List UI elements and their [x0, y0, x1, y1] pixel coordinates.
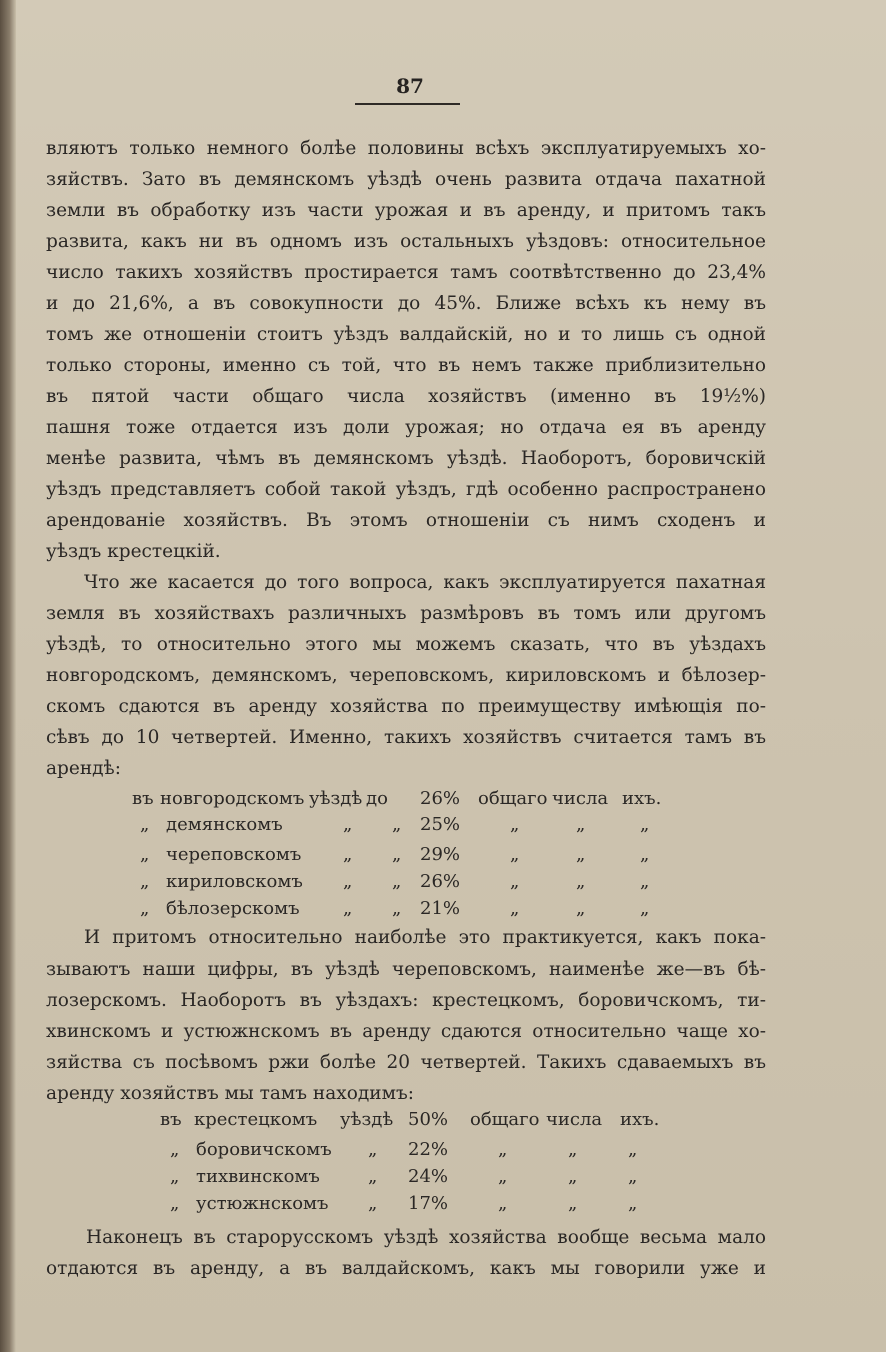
table-cell: „ — [343, 844, 353, 865]
text-line: аренду хозяйствъ мы тамъ находимъ: — [46, 1083, 414, 1104]
text-line: Что же касается до того вопроса, какъ эксплуатируется пахатная — [84, 572, 766, 593]
table-cell: 29% — [420, 844, 461, 865]
table-cell: „ — [368, 1193, 378, 1214]
text-line: новгородскомъ, демянскомъ, череповскомъ, кириловскомъ и бѣлозер- — [46, 665, 766, 686]
table-cell: новгородскомъ — [160, 788, 305, 809]
table-cell: „ — [140, 898, 150, 919]
table-cell: „ — [640, 871, 650, 892]
table-cell: крестецкомъ — [194, 1109, 318, 1130]
table-cell: „ — [368, 1166, 378, 1187]
text-line: развита, какъ ни въ одномъ изъ остальныхъ уѣздовъ: относительное — [46, 231, 766, 252]
page-number: 87 — [396, 74, 424, 98]
table-cell: 22% — [408, 1139, 449, 1160]
table-cell: „ — [628, 1139, 638, 1160]
table-cell: „ — [510, 844, 520, 865]
table-cell: „ — [576, 814, 586, 835]
text-line: только стороны, именно съ той, что въ немъ также приблизительно — [46, 355, 766, 376]
table-cell: „ — [510, 814, 520, 835]
table-cell: числа — [546, 1109, 603, 1130]
table-cell: въ — [132, 788, 154, 809]
table-cell: демянскомъ — [166, 814, 283, 835]
table-cell: „ — [576, 898, 586, 919]
text-line: уѣздѣ, то относительно этого мы можемъ сказать, что въ уѣздахъ — [46, 634, 766, 655]
table-cell: „ — [392, 814, 402, 835]
text-line: число такихъ хозяйствъ простирается тамъ соотвѣтственно до 23,4% — [46, 262, 766, 283]
table-cell: „ — [140, 814, 150, 835]
text-line: зяйства съ посѣвомъ ржи болѣе 20 четвертей. Такихъ сдаваемыхъ въ — [46, 1052, 766, 1073]
table-cell: „ — [510, 871, 520, 892]
table-cell: числа — [552, 788, 609, 809]
table-cell: „ — [640, 814, 650, 835]
table-cell: „ — [498, 1193, 508, 1214]
text-line: и до 21,6%, а въ совокупности до 45%. Ближе всѣхъ къ нему въ — [46, 293, 766, 314]
text-line: менѣе развита, чѣмъ въ демянскомъ уѣздѣ. Наоборотъ, боровичскій — [46, 448, 766, 469]
table-cell: „ — [170, 1139, 180, 1160]
table-cell: „ — [628, 1166, 638, 1187]
table-cell: „ — [640, 844, 650, 865]
text-line: земли въ обработку изъ части урожая и въ аренду, и притомъ такъ — [46, 200, 766, 221]
text-line: хвинскомъ и устюжнскомъ въ аренду сдаются относительно чаще хо- — [46, 1021, 766, 1042]
text-line: томъ же отношеніи стоитъ уѣздъ валдайскій, но и то лишь съ одной — [46, 324, 766, 345]
text-line: вляютъ только немного болѣе половины всѣхъ эксплуатируемыхъ хо- — [46, 138, 766, 159]
table-cell: „ — [368, 1139, 378, 1160]
table-cell: 25% — [420, 814, 461, 835]
table-cell: боровичскомъ — [196, 1139, 332, 1160]
table-cell: уѣздѣ — [340, 1109, 394, 1130]
table-cell: череповскомъ — [166, 844, 302, 865]
table-cell: 21% — [420, 898, 461, 919]
table-cell: „ — [640, 898, 650, 919]
text-line: сѣвъ до 10 четвертей. Именно, такихъ хозяйствъ считается тамъ въ — [46, 727, 766, 748]
table-cell: „ — [498, 1166, 508, 1187]
text-line: уѣздъ представляетъ собой такой уѣздъ, гдѣ особенно распространено — [46, 479, 766, 500]
table-cell: устюжнскомъ — [196, 1193, 329, 1214]
table-cell: „ — [392, 898, 402, 919]
text-line: пашня тоже отдается изъ доли урожая; но отдача ея въ аренду — [46, 417, 766, 438]
text-line: зяйствъ. Зато въ демянскомъ уѣздѣ очень развита отдача пахатной — [46, 169, 766, 190]
table-cell: „ — [343, 898, 353, 919]
table-cell: „ — [576, 871, 586, 892]
text-line: уѣздъ крестецкій. — [46, 541, 221, 562]
table-cell: „ — [628, 1193, 638, 1214]
table-cell: „ — [568, 1139, 578, 1160]
table-cell: „ — [576, 844, 586, 865]
table-cell: „ — [140, 871, 150, 892]
text-line: Наконецъ въ старорусскомъ уѣздѣ хозяйства вообще весьма мало — [86, 1227, 766, 1248]
text-line: арендованіе хозяйствъ. Въ этомъ отношеніи съ нимъ сходенъ и — [46, 510, 766, 531]
text-line: арендѣ: — [46, 758, 121, 779]
text-line: въ пятой части общаго числа хозяйствъ (именно въ 19½%) — [46, 386, 766, 407]
table-cell: тихвинскомъ — [196, 1166, 320, 1187]
table-cell: „ — [498, 1139, 508, 1160]
table-cell: 26% — [420, 871, 461, 892]
table-cell: „ — [343, 814, 353, 835]
table-cell: „ — [140, 844, 150, 865]
table-cell: общаго — [470, 1109, 540, 1130]
table-cell: общаго — [478, 788, 548, 809]
table-cell: ихъ. — [620, 1109, 660, 1130]
table-cell: бѣлозерскомъ — [166, 898, 300, 919]
text-line: отдаются въ аренду, а въ валдайскомъ, какъ мы говорили уже и — [46, 1258, 766, 1279]
table-cell: 50% — [408, 1109, 449, 1130]
text-line: земля въ хозяйствахъ различныхъ размѣровъ въ томъ или другомъ — [46, 603, 766, 624]
table-cell: 24% — [408, 1166, 449, 1187]
table-cell: „ — [510, 898, 520, 919]
text-line: зываютъ наши цифры, въ уѣздѣ череповскомъ, наименѣе же—въ бѣ- — [46, 959, 766, 980]
table-cell: „ — [568, 1166, 578, 1187]
table-cell: „ — [392, 871, 402, 892]
table-cell: „ — [392, 844, 402, 865]
table-cell: уѣздѣ — [309, 788, 363, 809]
table-cell: „ — [568, 1193, 578, 1214]
table-cell: „ — [343, 871, 353, 892]
text-line: лозерскомъ. Наоборотъ въ уѣздахъ: крестецкомъ, боровичскомъ, ти- — [46, 990, 766, 1011]
table-cell: до — [366, 788, 388, 809]
text-line: скомъ сдаются въ аренду хозяйства по преимуществу имѣющія по- — [46, 696, 766, 717]
table-cell: ихъ. — [622, 788, 662, 809]
header-rule — [355, 103, 460, 105]
book-spine-shadow — [0, 0, 16, 1352]
table-cell: кириловскомъ — [166, 871, 303, 892]
text-line: И притомъ относительно наиболѣе это практикуется, какъ пока- — [84, 927, 766, 948]
table-cell: „ — [170, 1166, 180, 1187]
table-cell: 26% — [420, 788, 461, 809]
table-cell: „ — [170, 1193, 180, 1214]
table-cell: въ — [160, 1109, 182, 1130]
table-cell: 17% — [408, 1193, 449, 1214]
